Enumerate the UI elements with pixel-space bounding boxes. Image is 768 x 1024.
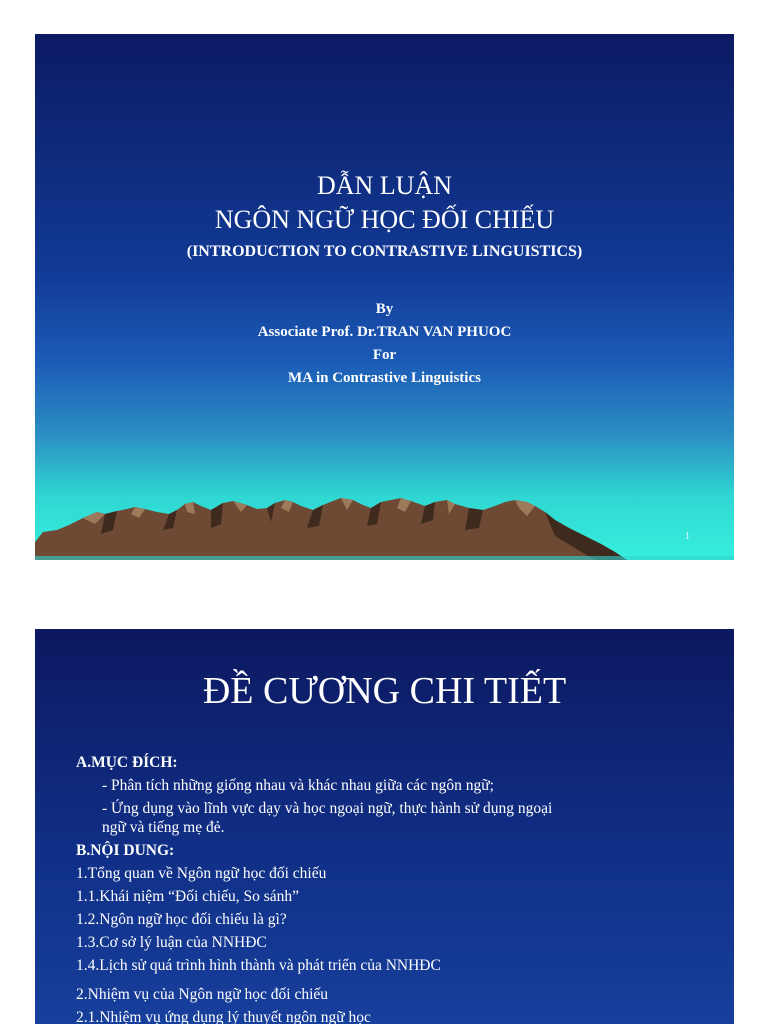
program-name: MA in Contrastive Linguistics [288,370,481,386]
slide-title-line-1: DẪN LUẬN [316,171,453,200]
slide-title-line-2: NGÔN NGỮ HỌC ĐỐI CHIẾU [214,205,555,234]
by-label: By [375,301,394,317]
slide-2-title: ĐỀ CƯƠNG CHI TIẾT [202,670,567,712]
outline-item: 1.3.Cơ sở lý luận của NNHĐC [76,934,267,951]
course-outline [76,751,716,1024]
outline-item: 1.2.Ngôn ngữ học đối chiếu là gì? [76,911,287,928]
outline-item: 1.1.Khái niệm “Đối chiếu, So sánh” [76,888,299,905]
mountain-range-illustration [35,490,734,560]
outline-item: 1.4.Lịch sử quá trình hình thành và phát triển của NNHĐC [76,957,441,974]
section-a-item-1: - Phân tích những giống nhau và khác nhau giữa các ngôn ngữ; [102,777,494,794]
page-number: 1 [685,531,690,542]
outline-item: 2.1.Nhiệm vụ ứng dụng lý thuyết ngôn ngữ học [76,1009,371,1024]
section-a-item-2-line-2: ngữ và tiếng mẹ đẻ. [102,819,225,836]
author-name: Associate Prof. Dr.TRAN VAN PHUOC [257,324,512,340]
slide-2 [35,629,734,1024]
slide-1 [35,34,734,560]
outline-item: 1.Tổng quan về Ngôn ngữ học đối chiếu [76,865,327,882]
section-b-heading: B.NỘI DUNG: [76,842,175,859]
slide-subtitle: (INTRODUCTION TO CONTRASTIVE LINGUISTICS) [186,243,583,260]
for-label: For [372,347,397,363]
section-a-item-2-line-1: - Ứng dụng vào lĩnh vực dạy và học ngoại ngữ, thực hành sử dụng ngoại [102,800,553,817]
section-a-heading: A.MỤC ĐÍCH: [76,754,178,771]
outline-item: 2.Nhiệm vụ của Ngôn ngữ học đối chiếu [76,986,329,1003]
